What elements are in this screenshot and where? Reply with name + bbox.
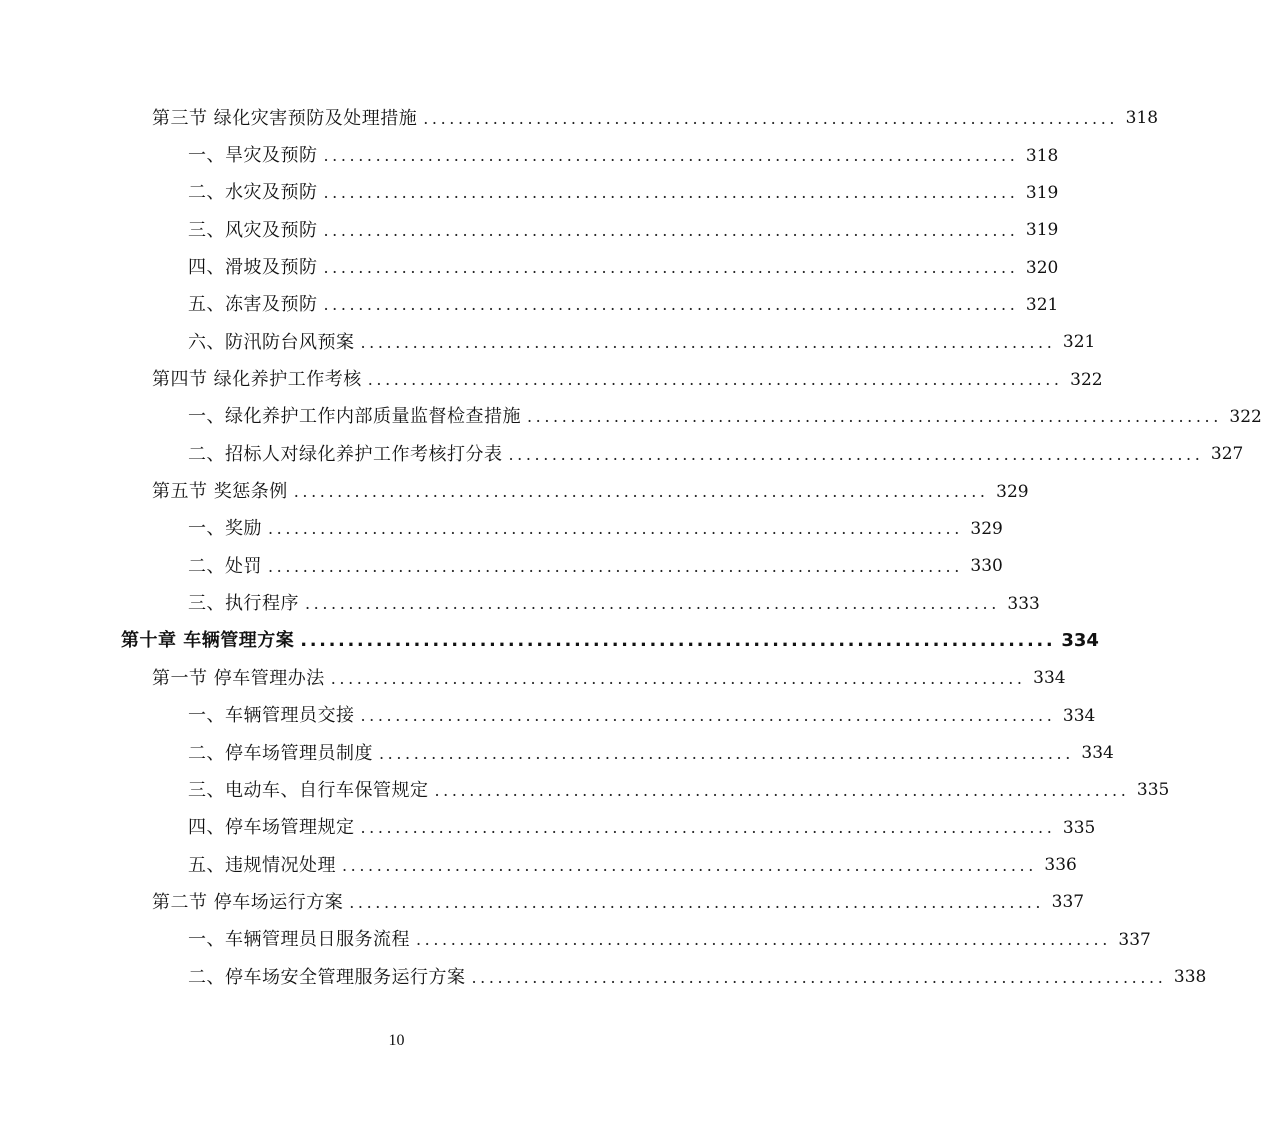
toc-leader-dots: ................................................................................	[360, 818, 1056, 838]
toc-entry-item[interactable]	[0, 735, 1114, 772]
toc-entry-title: 五、冻害及预防	[188, 294, 318, 316]
toc-leader-dots: ................................................................................	[293, 482, 989, 502]
toc-page-number: 321	[1025, 294, 1059, 315]
toc-page-number: 336	[1044, 855, 1077, 876]
toc-page-number: 334	[1081, 743, 1114, 764]
toc-page-number: 318	[1125, 108, 1159, 129]
toc-leader-dots: ................................................................................	[323, 220, 1019, 240]
toc-entry-item[interactable]	[0, 324, 1096, 361]
toc-entry-title: 四、停车场管理规定	[188, 817, 355, 839]
toc-leader-dots: ................................................................................	[508, 444, 1204, 464]
toc-page-number: 333	[1007, 593, 1040, 614]
toc-leader-dots: ................................................................................	[323, 183, 1019, 203]
toc-page-number: 318	[1025, 145, 1059, 166]
toc-entry-item[interactable]	[0, 585, 1040, 622]
toc-page-number: 329	[970, 518, 1003, 539]
toc-entry-item[interactable]	[0, 436, 1244, 473]
toc-entry-title: 一、旱灾及预防	[188, 145, 318, 167]
toc-leader-dots: ................................................................................	[268, 519, 963, 539]
toc-entry-item[interactable]	[0, 847, 1077, 884]
toc-leader-dots: ................................................................................	[323, 295, 1019, 315]
toc-entry-item[interactable]	[0, 287, 1059, 324]
toc-page-number: 337	[1051, 892, 1085, 913]
toc-leader-dots: ................................................................................	[300, 630, 1056, 652]
toc-page-number: 338	[1173, 967, 1207, 988]
toc-entry-section[interactable]	[0, 660, 1066, 697]
toc-entry-section[interactable]	[0, 100, 1159, 137]
toc-page-number: 321	[1062, 332, 1096, 353]
toc-entry-title: 二、停车场安全管理服务运行方案	[188, 966, 466, 988]
toc-entry-title: 第二节 停车场运行方案	[152, 891, 344, 913]
toc-entry-item[interactable]	[0, 212, 1059, 249]
toc-entry-title: 六、防汛防台风预案	[188, 331, 355, 353]
toc-leader-dots: ................................................................................	[379, 743, 1074, 763]
toc-entry-section[interactable]	[0, 361, 1103, 398]
toc-entry-item[interactable]	[0, 399, 1262, 436]
page-number: 10	[388, 1032, 405, 1049]
toc-entry-item[interactable]	[0, 511, 1003, 548]
toc-entry-title: 第四节 绿化养护工作考核	[152, 369, 362, 391]
toc-entry-item[interactable]	[0, 922, 1151, 959]
toc-entry-title: 第五节 奖惩条例	[152, 481, 288, 503]
toc-entry-title: 四、滑坡及预防	[188, 257, 318, 279]
toc-entry-item[interactable]	[0, 772, 1170, 809]
toc-entry-item[interactable]	[0, 698, 1096, 735]
toc-entry-title: 一、绿化养护工作内部质量监督检查措施	[188, 406, 521, 428]
toc-entry-title: 第三节 绿化灾害预防及处理措施	[152, 107, 418, 129]
toc-entry-item[interactable]	[0, 249, 1059, 286]
toc-page-number: 334	[1033, 668, 1066, 689]
toc-page-number: 330	[970, 556, 1003, 577]
toc-entry-item[interactable]	[0, 959, 1207, 996]
toc-entry-title: 三、电动车、自行车保管规定	[188, 779, 429, 801]
toc-leader-dots: ................................................................................	[423, 108, 1119, 128]
toc-entry-title: 五、违规情况处理	[188, 854, 336, 876]
toc-entry-item[interactable]	[0, 175, 1059, 212]
table-of-contents	[0, 100, 1262, 996]
toc-entry-section[interactable]	[0, 473, 1029, 510]
toc-page-number: 319	[1025, 220, 1059, 241]
toc-page-number: 322	[1070, 369, 1103, 390]
toc-leader-dots: ................................................................................	[330, 668, 1026, 688]
toc-page-number: 334	[1061, 630, 1099, 652]
toc-entry-title: 二、招标人对绿化养护工作考核打分表	[188, 443, 503, 465]
toc-leader-dots: ................................................................................	[416, 930, 1111, 950]
toc-leader-dots: ................................................................................	[434, 780, 1130, 800]
toc-page-number: 335	[1062, 817, 1096, 838]
toc-entry-section[interactable]	[0, 884, 1085, 921]
toc-page-number: 334	[1062, 705, 1096, 726]
toc-leader-dots: ................................................................................	[349, 892, 1045, 912]
toc-entry-title: 三、风灾及预防	[188, 219, 318, 241]
toc-entry-title: 三、执行程序	[188, 593, 299, 615]
toc-leader-dots: ................................................................................	[342, 855, 1037, 875]
toc-entry-item[interactable]	[0, 137, 1059, 174]
toc-entry-title: 一、车辆管理员交接	[188, 705, 355, 727]
toc-entry-title: 一、车辆管理员日服务流程	[188, 929, 410, 951]
toc-entry-title: 二、停车场管理员制度	[188, 742, 373, 764]
toc-page-number: 327	[1210, 444, 1244, 465]
toc-leader-dots: ................................................................................	[471, 967, 1167, 987]
toc-entry-item[interactable]	[0, 548, 1003, 585]
toc-leader-dots: ................................................................................	[360, 332, 1056, 352]
toc-leader-dots: ................................................................................	[323, 146, 1019, 166]
toc-leader-dots: ................................................................................	[527, 407, 1222, 427]
toc-leader-dots: ................................................................................	[268, 556, 963, 576]
toc-entry-title: 二、水灾及预防	[188, 182, 318, 204]
toc-page-number: 319	[1025, 182, 1059, 203]
toc-page-number: 320	[1025, 257, 1059, 278]
toc-page-number: 322	[1229, 406, 1262, 427]
toc-page-number: 337	[1118, 929, 1151, 950]
toc-page-number: 335	[1136, 780, 1170, 801]
toc-entry-title: 第十章 车辆管理方案	[121, 630, 295, 652]
toc-entry-item[interactable]	[0, 810, 1096, 847]
toc-leader-dots: ................................................................................	[367, 370, 1063, 390]
toc-entry-chapter[interactable]	[0, 623, 1099, 660]
toc-leader-dots: ................................................................................	[323, 258, 1019, 278]
toc-entry-title: 第一节 停车管理办法	[152, 667, 325, 689]
toc-leader-dots: ................................................................................	[360, 706, 1056, 726]
toc-leader-dots: ................................................................................	[305, 594, 1000, 614]
toc-entry-title: 一、奖励	[188, 518, 262, 540]
toc-page-number: 329	[996, 481, 1029, 502]
toc-entry-title: 二、处罚	[188, 555, 262, 577]
